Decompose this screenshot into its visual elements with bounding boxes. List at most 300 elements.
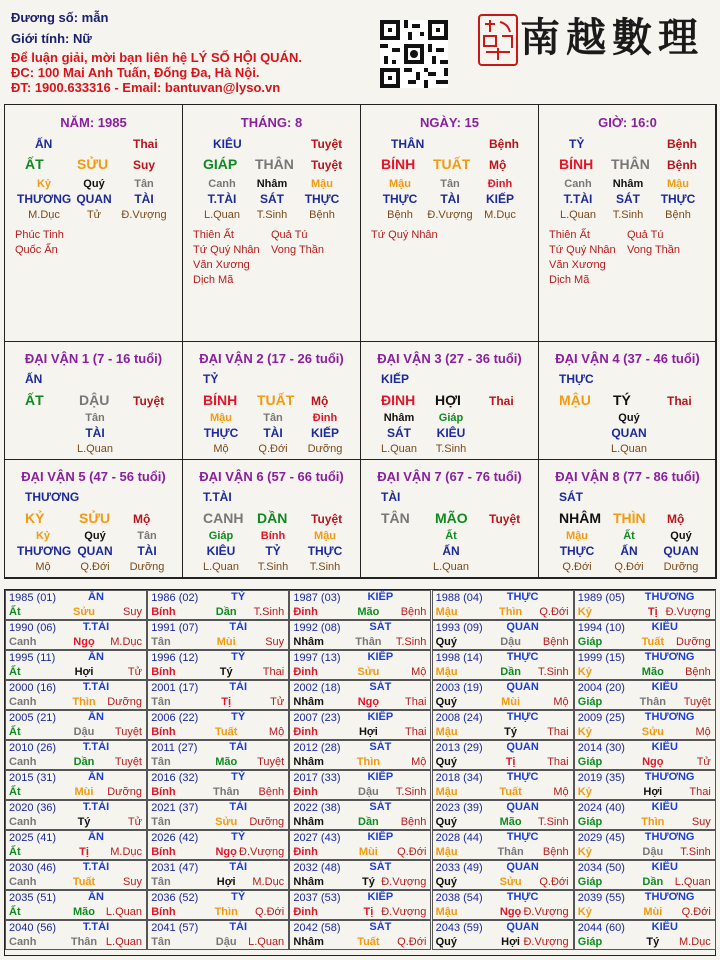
year-can: Nhâm (293, 936, 324, 948)
year-state: L.Quan (674, 876, 711, 888)
dai-van-can: TÂN (381, 510, 410, 526)
year-state: Dưỡng (249, 816, 285, 828)
year-label: 2029 (45) (577, 832, 625, 844)
year-cell (432, 680, 574, 710)
year-state: Dưỡng (107, 696, 142, 708)
year-state: Dưỡng (676, 636, 711, 648)
year-star: KIÊU (651, 621, 678, 633)
year-state: Q.Đới (539, 606, 569, 618)
year-chi: Ngọ (357, 696, 380, 708)
year-label: 2022 (38) (293, 802, 341, 814)
year-can: Nhâm (293, 876, 324, 888)
hidden-star: TÀI (134, 192, 154, 206)
year-cell (147, 710, 289, 740)
year-state: Suy (123, 876, 142, 888)
pillar-star: TỶ (569, 137, 585, 151)
dai-van-chi: HỢI (435, 392, 461, 408)
hidden-stem: Mậu (667, 178, 689, 190)
year-cell (432, 830, 574, 860)
year-chi: Tý (361, 876, 375, 888)
hidden-state: Mộ (35, 561, 51, 573)
year-star: THƯƠNG (644, 891, 695, 903)
year-chi: Dậu (358, 786, 379, 798)
year-star: QUAN (506, 921, 539, 933)
pillar-state2: Mộ (489, 158, 507, 172)
year-can: Ất (9, 906, 21, 918)
dai-van-chi: THÌN (613, 510, 646, 526)
year-star: KIẾP (367, 891, 394, 903)
year-cell (432, 890, 574, 920)
dai-van-can: ĐINH (381, 392, 416, 408)
year-star: ẤN (88, 711, 104, 723)
hidden-state: T.Sinh (309, 561, 341, 573)
year-chi: Dậu (500, 636, 521, 648)
year-can: Nhâm (293, 696, 324, 708)
dai-van-cell (182, 341, 361, 460)
hidden-star: TÀI (85, 426, 105, 440)
year-state: Tử (270, 696, 285, 708)
hidden-state: Đ.Vượng (121, 209, 167, 221)
pillar-star: ẤN (35, 137, 53, 151)
year-star: THỰC (506, 831, 539, 843)
dai-van-state: Tuyệt (489, 512, 521, 526)
year-star: TÀI (229, 921, 248, 933)
dai-van-star: T.TÀI (203, 490, 232, 504)
dai-van-cell (360, 341, 539, 460)
year-star: T.TÀI (82, 621, 110, 633)
hidden-star: TÀI (440, 192, 460, 206)
star-note: Quả Tú (627, 229, 664, 241)
year-chi: Mão (73, 906, 95, 918)
year-star: TỶ (231, 651, 246, 663)
year-label: 1992 (08) (293, 622, 341, 634)
year-can: Mậu (435, 786, 458, 798)
year-state: Thai (547, 756, 569, 768)
year-chi: Dần (642, 876, 664, 888)
pillar-state: Tuyệt (311, 137, 343, 151)
dai-van-title: ĐẠI VẬN 7 (67 - 76 tuổi) (377, 469, 522, 484)
year-cell (147, 890, 289, 920)
dai-van-title: ĐẠI VẬN 4 (37 - 46 tuổi) (555, 351, 700, 366)
year-label: 2014 (30) (577, 742, 625, 754)
year-state: Tuyệt (683, 696, 711, 708)
hidden-state: Bệnh (665, 209, 691, 221)
year-chi: Sửu (641, 726, 664, 738)
year-cell (5, 920, 147, 950)
year-label: 2027 (43) (293, 832, 341, 844)
year-can: Đinh (293, 846, 318, 858)
hidden-stem: Nhâm (383, 412, 415, 424)
year-can: Giáp (577, 876, 603, 888)
year-star: THƯƠNG (644, 831, 695, 843)
dai-van-can: MẬU (559, 392, 591, 408)
pillar-cell (4, 104, 183, 342)
year-can: Bính (151, 846, 176, 858)
year-state: Mộ (268, 726, 285, 738)
year-chi: Sửu (72, 606, 96, 618)
year-star: QUAN (506, 801, 539, 813)
year-star: THƯƠNG (644, 771, 695, 783)
dai-van-state: Thai (667, 394, 692, 408)
year-chi: Hợi (74, 666, 94, 678)
pillar-state: Bệnh (667, 137, 697, 151)
year-cell (432, 740, 574, 770)
year-chi: Tuất (72, 876, 96, 888)
pillar-can: BÍNH (559, 156, 594, 172)
year-star: SÁT (369, 621, 392, 633)
year-can: Tân (151, 936, 171, 948)
year-label: 2038 (54) (435, 892, 483, 904)
hidden-star: THỰC (660, 192, 696, 206)
year-state: L.Quan (105, 906, 142, 918)
year-star: TÀI (229, 801, 248, 813)
year-chi: Thân (70, 936, 98, 948)
year-chi: Dậu (215, 936, 237, 948)
year-cell (147, 920, 289, 950)
year-chi: Dậu (642, 846, 664, 858)
seal-stamp-icon (478, 14, 518, 66)
year-label: 2020 (36) (9, 802, 57, 814)
year-cell (289, 680, 431, 710)
dai-van-star: SÁT (559, 490, 583, 504)
pillar-title: NGÀY: 15 (420, 115, 479, 130)
year-label: 2039 (55) (577, 892, 625, 904)
pillar-chi: SỬU (77, 156, 109, 172)
year-cell (5, 800, 147, 830)
year-can: Ất (9, 666, 21, 678)
year-state: Đ.Vượng (239, 846, 285, 858)
year-cell (289, 800, 431, 830)
year-cell (289, 650, 431, 680)
year-label: 1985 (01) (9, 592, 57, 604)
year-chi: Tị (647, 606, 658, 618)
year-label: 2005 (21) (9, 712, 57, 724)
year-star: QUAN (506, 621, 539, 633)
year-cell (432, 620, 574, 650)
hidden-stem: Bính (260, 530, 286, 542)
year-star: ẤN (88, 651, 104, 663)
year-state: T.Sinh (253, 606, 285, 618)
year-cell (574, 770, 716, 800)
hidden-star: THỰC (382, 192, 418, 206)
dai-van-state: Tuyệt (311, 512, 343, 526)
year-star: TỶ (231, 771, 246, 783)
dai-van-star: ẤN (25, 372, 43, 386)
year-chi: Sửu (499, 876, 522, 888)
hidden-stem: Mậu (314, 530, 336, 542)
year-star: ẤN (88, 831, 104, 843)
year-can: Quý (435, 876, 457, 888)
year-star: THỰC (506, 771, 539, 783)
brand-logo-text: 南越數理 (520, 14, 704, 61)
year-star: TÀI (229, 681, 248, 693)
pillar-cell (538, 104, 717, 342)
year-can: Nhâm (293, 756, 324, 768)
hidden-star: THỰC (304, 192, 340, 206)
year-can: Tân (151, 816, 171, 828)
year-can: Quý (435, 936, 457, 948)
pillar-chi: TUẤT (433, 156, 471, 172)
hidden-star: QUAN (611, 426, 647, 440)
year-cell (432, 920, 574, 950)
year-cell (147, 800, 289, 830)
dai-van-title: ĐẠI VẬN 2 (17 - 26 tuổi) (199, 351, 344, 366)
year-chi: Tị (221, 696, 232, 708)
year-star: TỶ (231, 831, 246, 843)
hidden-state: Tử (86, 209, 102, 221)
year-label: 2018 (34) (435, 772, 483, 784)
star-note: Phúc Tinh (15, 229, 64, 241)
pillar-chi: THÂN (255, 156, 294, 172)
year-label: 2024 (40) (577, 802, 625, 814)
dai-van-chi: DẦN (257, 510, 288, 526)
year-cell (147, 860, 289, 890)
year-can: Canh (9, 696, 37, 708)
year-cell (289, 620, 431, 650)
hidden-stem: Tân (263, 412, 283, 424)
hidden-stem: Mậu (566, 530, 588, 542)
year-cell (432, 770, 574, 800)
year-chi: Sửu (357, 666, 380, 678)
year-chi: Thân (213, 786, 240, 798)
year-chi: Thân (497, 846, 524, 858)
hidden-star: THỰC (307, 544, 343, 558)
dai-van-cell (4, 341, 183, 460)
year-can: Quý (435, 636, 457, 648)
year-star: T.TÀI (82, 861, 110, 873)
year-chi: Hợi (216, 876, 236, 888)
pillar-can: BÍNH (381, 156, 416, 172)
hidden-star: ẤN (442, 544, 460, 558)
year-star: SÁT (369, 861, 392, 873)
hidden-state: T.Sinh (435, 443, 467, 455)
year-cell (574, 800, 716, 830)
pillar-state2: Tuyệt (311, 158, 343, 172)
pillar-cell (182, 104, 361, 342)
year-cell (574, 710, 716, 740)
year-star: KIÊU (651, 801, 678, 813)
year-state: Đ.Vượng (523, 936, 569, 948)
dai-van-title: ĐẠI VẬN 5 (47 - 56 tuổi) (21, 469, 166, 484)
dai-van-state: Tuyệt (133, 394, 165, 408)
year-can: Mậu (435, 666, 458, 678)
year-star: THỰC (506, 711, 539, 723)
star-note: Tứ Quý Nhân (193, 244, 260, 256)
star-note: Văn Xương (549, 259, 606, 271)
year-state: M.Dục (110, 636, 142, 648)
year-chi: Mão (641, 666, 664, 678)
hidden-stem: Mậu (389, 178, 411, 190)
hidden-star: THƯƠNG (17, 544, 72, 558)
year-cell (5, 830, 147, 860)
year-can: Bính (151, 666, 176, 678)
year-star: SÁT (369, 741, 392, 753)
year-label: 2028 (44) (435, 832, 483, 844)
star-note: Dịch Mã (549, 274, 590, 286)
year-star: THỰC (506, 591, 539, 603)
year-label: 1996 (12) (151, 652, 199, 664)
year-chi: Mùi (216, 636, 236, 648)
year-can: Giáp (577, 756, 603, 768)
pillars-table (4, 104, 716, 578)
year-cell (5, 740, 147, 770)
star-note: Văn Xương (193, 259, 250, 271)
year-label: 2033 (49) (435, 862, 483, 874)
hidden-state: T.Sinh (256, 209, 288, 221)
year-can: Bính (151, 606, 176, 618)
year-cell (147, 650, 289, 680)
star-note: Dịch Mã (193, 274, 234, 286)
hidden-stem: Canh (208, 178, 236, 190)
year-can: Giáp (577, 636, 603, 648)
year-cell (574, 620, 716, 650)
year-state: L.Quan (105, 936, 142, 948)
hidden-stem: Đinh (487, 178, 513, 190)
year-star: ẤN (88, 771, 104, 783)
year-label: 1994 (10) (577, 622, 625, 634)
year-chi: Dần (215, 606, 237, 618)
year-can: Bính (151, 786, 176, 798)
year-can: Canh (9, 876, 37, 888)
year-label: 2019 (35) (577, 772, 625, 784)
year-can: Đinh (293, 726, 318, 738)
year-label: 1988 (04) (435, 592, 483, 604)
hidden-star: KIÊU (206, 544, 236, 558)
year-star: KIẾP (367, 651, 394, 663)
year-state: T.Sinh (395, 786, 427, 798)
hidden-state: Q.Đới (562, 561, 592, 573)
hidden-star: TÀI (263, 426, 283, 440)
star-note: Thiên Ất (193, 229, 234, 241)
year-can: Tân (151, 636, 171, 648)
year-can: Ất (9, 786, 21, 798)
year-state: L.Quan (248, 936, 285, 948)
year-label: 2023 (39) (435, 802, 483, 814)
year-star: T.TÀI (82, 741, 110, 753)
year-label: 1999 (15) (577, 652, 625, 664)
year-label: 2016 (32) (151, 772, 199, 784)
year-can: Bính (151, 906, 176, 918)
year-star: KIÊU (651, 741, 678, 753)
year-state: Đ.Vượng (665, 606, 711, 618)
year-cell (432, 710, 574, 740)
year-state: Bệnh (258, 786, 285, 798)
year-can: Kỷ (577, 906, 592, 918)
owner-name: Đương số: mẫn (11, 10, 109, 25)
hidden-star: KIÊU (436, 426, 466, 440)
pillar-can: GIÁP (203, 156, 238, 172)
header (0, 0, 720, 100)
year-cell (5, 770, 147, 800)
hidden-star: THỰC (203, 426, 239, 440)
year-state: Đ.Vượng (523, 906, 569, 918)
year-state: Mộ (411, 666, 427, 678)
year-can: Bính (151, 726, 176, 738)
year-label: 2009 (25) (577, 712, 625, 724)
year-label: 2035 (51) (9, 892, 57, 904)
address-line: ĐC: 100 Mai Anh Tuấn, Đống Đa, Hà Nội. (11, 65, 260, 80)
year-label: 2031 (47) (151, 862, 199, 874)
year-cell (5, 890, 147, 920)
hidden-state: Q.Đới (614, 561, 644, 573)
year-star: QUAN (506, 741, 539, 753)
year-chi: Thìn (214, 906, 238, 918)
dai-van-can: BÍNH (203, 392, 238, 408)
year-cell (147, 770, 289, 800)
year-state: Suy (691, 816, 711, 828)
year-label: 2043 (59) (435, 922, 483, 934)
hidden-state: L.Quan (380, 443, 418, 455)
year-can: Ất (9, 606, 21, 618)
year-cell (432, 800, 574, 830)
pillar-state: Bệnh (489, 137, 519, 151)
hidden-state: M.Dục (28, 209, 60, 221)
year-label: 2006 (22) (151, 712, 199, 724)
hidden-state: L.Quan (610, 443, 648, 455)
hidden-stem: Quý (84, 530, 106, 542)
dai-van-can: ẤT (25, 392, 44, 408)
hidden-star: SÁT (260, 192, 284, 206)
year-cell (574, 680, 716, 710)
year-label: 2010 (26) (9, 742, 57, 754)
year-label: 2032 (48) (293, 862, 341, 874)
year-chi: Thìn (498, 606, 523, 618)
year-can: Quý (435, 816, 457, 828)
year-can: Canh (9, 936, 37, 948)
year-cell (5, 590, 147, 620)
year-cell (147, 740, 289, 770)
year-can: Đinh (293, 906, 318, 918)
hidden-state: L.Quan (76, 443, 114, 455)
year-label: 1989 (05) (577, 592, 625, 604)
year-chi: Tý (219, 666, 233, 678)
hidden-stem: Quý (670, 530, 692, 542)
year-star: TỶ (231, 591, 246, 603)
phone-email-line: ĐT: 1900.633316 - Email: bantuvan@lyso.vn (11, 80, 281, 95)
year-star: QUAN (506, 861, 539, 873)
year-state: Q.Đới (681, 906, 711, 918)
hidden-stem: Nhâm (256, 178, 288, 190)
year-label: 2025 (41) (9, 832, 57, 844)
year-can: Nhâm (293, 816, 324, 828)
hidden-state: L.Quan (432, 561, 470, 573)
dai-van-cell (360, 459, 539, 579)
hidden-stem: Đinh (312, 412, 338, 424)
year-cell (5, 860, 147, 890)
year-cell (5, 650, 147, 680)
year-chi: Thìn (356, 756, 380, 768)
year-star: KIẾP (367, 591, 394, 603)
year-star: T.TÀI (82, 921, 110, 933)
year-cell (289, 770, 431, 800)
year-state: Thai (547, 726, 569, 738)
year-cell (289, 590, 431, 620)
year-state: Tử (127, 816, 142, 828)
year-state: Mộ (553, 786, 569, 798)
year-label: 1987 (03) (293, 592, 341, 604)
year-star: KIẾP (367, 771, 394, 783)
year-star: TÀI (229, 621, 248, 633)
year-can: Canh (9, 636, 37, 648)
year-chi: Mùi (643, 906, 663, 918)
hidden-stem: Mậu (210, 412, 232, 424)
year-state: Bệnh (542, 846, 569, 858)
year-star: TỶ (231, 891, 246, 903)
year-chi: Dần (500, 666, 521, 678)
year-chi: Thân (355, 636, 382, 648)
hidden-state: Q.Đới (80, 561, 110, 573)
year-can: Tân (151, 756, 171, 768)
